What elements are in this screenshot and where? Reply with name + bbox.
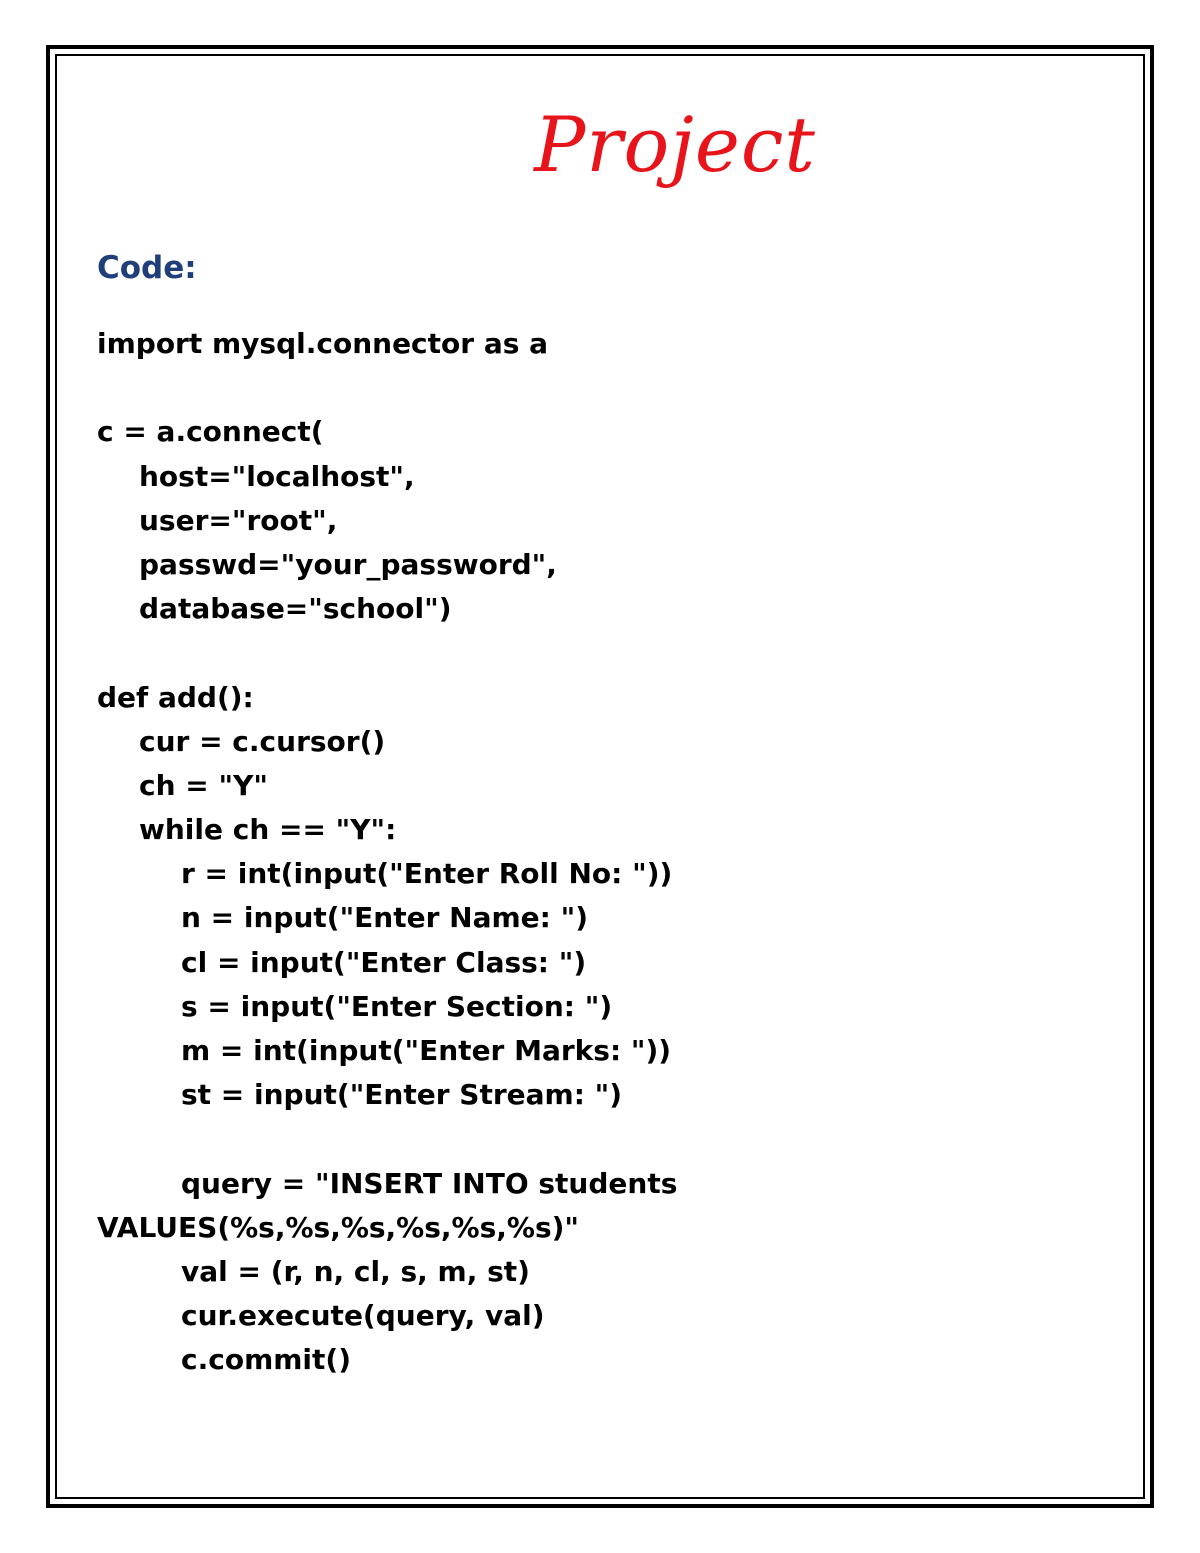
code-line: VALUES(%s,%s,%s,%s,%s,%s)" <box>97 1210 580 1244</box>
code-line: val = (r, n, cl, s, m, st) <box>181 1254 530 1288</box>
code-line: ch = "Y" <box>139 768 268 802</box>
code-line <box>97 366 1097 410</box>
code-line: c.commit() <box>181 1343 351 1377</box>
code-line: user="root", <box>139 503 338 537</box>
code-line: s = input("Enter Section: ") <box>181 989 613 1023</box>
code-block <box>97 322 1097 1383</box>
page-title: Project <box>534 100 816 189</box>
code-line: st = input("Enter Stream: ") <box>181 1078 623 1112</box>
code-line: r = int(input("Enter Roll No: ")) <box>181 857 673 891</box>
code-line: def add(): <box>97 680 254 714</box>
code-line: passwd="your_password", <box>139 547 557 581</box>
code-line: cl = input("Enter Class: ") <box>181 945 587 979</box>
code-line <box>97 631 1097 675</box>
code-line: while ch == "Y": <box>139 813 397 847</box>
code-line: n = input("Enter Name: ") <box>181 901 588 935</box>
code-line: database="school") <box>139 592 452 626</box>
code-line: m = int(input("Enter Marks: ")) <box>181 1034 672 1067</box>
code-line: host="localhost", <box>139 459 415 493</box>
section-heading: Code: <box>97 250 197 286</box>
code-line: cur = c.cursor() <box>139 724 386 758</box>
code-line <box>97 1117 1097 1161</box>
code-line: import mysql.connector as a <box>97 327 549 360</box>
code-line: query = "INSERT INTO students <box>181 1166 678 1200</box>
code-line: c = a.connect( <box>97 415 324 449</box>
code-line: cur.execute(query, val) <box>181 1299 545 1333</box>
